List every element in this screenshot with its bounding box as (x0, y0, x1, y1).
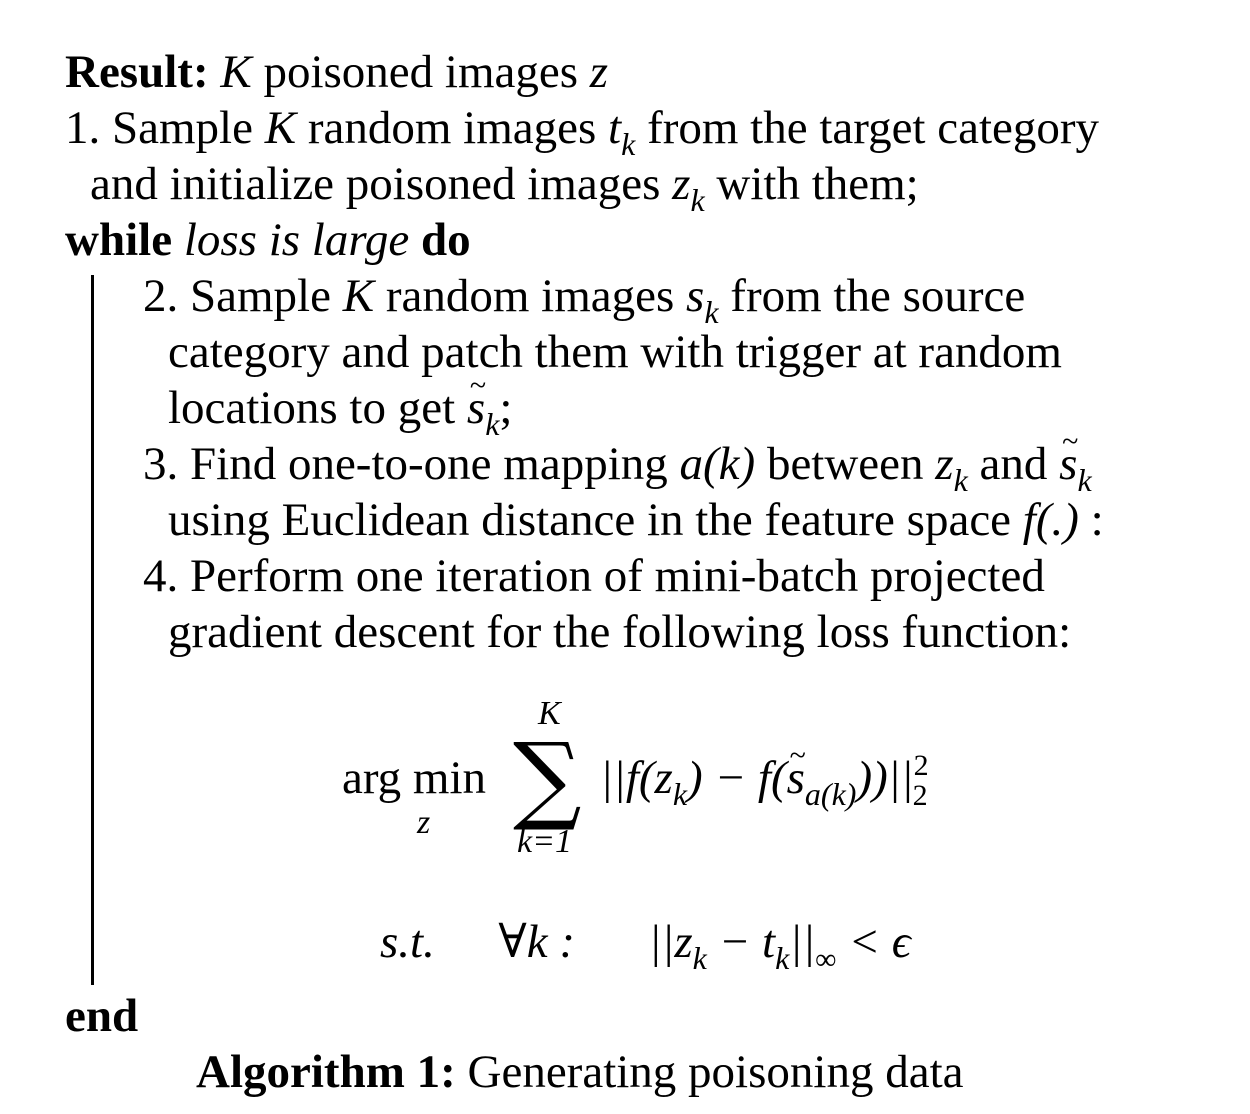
body-subn: 2 (912, 779, 928, 812)
constraint-k: k (692, 940, 707, 976)
constraint-a: ||z (648, 916, 693, 968)
end-keyword: end (65, 990, 139, 1042)
constraint-b: − t (706, 916, 776, 968)
step2-K: K (342, 270, 375, 322)
sum-lower-text: k=1 (517, 823, 573, 860)
result-line (65, 44, 608, 100)
body-k: k (672, 776, 688, 812)
step4-line1 (143, 548, 1045, 604)
while-line (65, 212, 471, 268)
step3-c: and (979, 438, 1048, 490)
step2-s: s (686, 270, 705, 322)
constraint-c: || (789, 916, 816, 968)
step3-line1 (143, 436, 1092, 496)
body-s-tilde: ~ s (787, 750, 805, 806)
body-sup: 2 (913, 749, 929, 782)
constraint-k2: k (775, 940, 790, 976)
body-b: ) − f( (687, 752, 787, 804)
step1-a: 1. Sample (65, 102, 253, 154)
st-label: s.t. (380, 916, 435, 968)
step2-line3-a: locations to get (168, 382, 456, 434)
step1-b: random images (307, 102, 597, 154)
step3-line2 (168, 492, 1104, 548)
formula-argmin (342, 750, 486, 806)
sum-lower-limit (517, 822, 572, 862)
result-z: z (589, 46, 609, 98)
body-a: ||f(z (600, 752, 673, 804)
sum-symbol: ∑ (513, 722, 582, 834)
step1-k2: k (690, 182, 705, 218)
step1-c: from the target category (647, 102, 1100, 154)
step1-line1 (65, 100, 1099, 160)
step3-k2: k (1077, 462, 1092, 498)
step3-line2-b: : (1090, 494, 1104, 546)
step2-c: from the source (730, 270, 1026, 322)
step3-z: z (935, 438, 954, 490)
step3-f: f(.) (1022, 494, 1079, 546)
forall: ∀k : (498, 916, 575, 968)
result-var: K (220, 46, 252, 98)
step2-a: 2. Sample (143, 270, 331, 322)
step2-line3-b: ; (499, 382, 513, 434)
do-keyword: do (421, 214, 471, 266)
step2-s-tilde: ~ s (467, 380, 485, 436)
argmin-text: arg min (342, 752, 487, 804)
formula-constraint (380, 914, 911, 976)
body-ak: a(k) (804, 776, 857, 812)
step4-line2-text: gradient descent for the following loss function: (168, 606, 1072, 658)
step1-line2-b: with them; (716, 158, 919, 210)
argmin-subscript: z (417, 804, 431, 841)
step1-t: t (608, 102, 622, 154)
step2-k: k (704, 294, 719, 330)
result-label: Result: (65, 46, 209, 98)
while-keyword: while (65, 214, 173, 266)
step3-s-tilde: ~ s (1059, 436, 1077, 492)
constraint-d: < ϵ (836, 916, 911, 968)
algorithm-caption (196, 1044, 964, 1100)
step3-a: 3. Find one-to-one mapping (143, 438, 668, 490)
step3-ak: a(k) (679, 438, 756, 490)
step1-line2-a: and initialize poisoned images (90, 158, 661, 210)
step2-line3 (168, 380, 512, 440)
step4-line1-text: 4. Perform one iteration of mini-batch projected (143, 550, 1045, 602)
step2-line2 (168, 324, 1062, 380)
step2-line1 (143, 268, 1025, 328)
step1-line2 (90, 156, 919, 216)
body-c: ))|| (856, 752, 914, 804)
result-text: poisoned images (263, 46, 579, 98)
step3-b: between (766, 438, 924, 490)
formula-body (600, 750, 928, 812)
step1-k: k (621, 126, 636, 162)
sum-upper-limit: K (538, 695, 561, 732)
caption-label: Algorithm 1: (196, 1046, 456, 1098)
step1-z: z (672, 158, 691, 210)
step2-k2: k (485, 406, 500, 442)
while-condition: loss is large (183, 214, 410, 266)
step1-K: K (264, 102, 297, 154)
step3-k: k (953, 462, 968, 498)
step2-line2-text: category and patch them with trigger at random (168, 326, 1062, 378)
caption-text: Generating poisoning data (467, 1046, 964, 1098)
constraint-inf: ∞ (815, 943, 837, 976)
step4-line2 (168, 604, 1071, 660)
loop-body-bar (91, 275, 94, 985)
step3-line2-a: using Euclidean distance in the feature space (168, 494, 1012, 546)
step2-b: random images (385, 270, 675, 322)
